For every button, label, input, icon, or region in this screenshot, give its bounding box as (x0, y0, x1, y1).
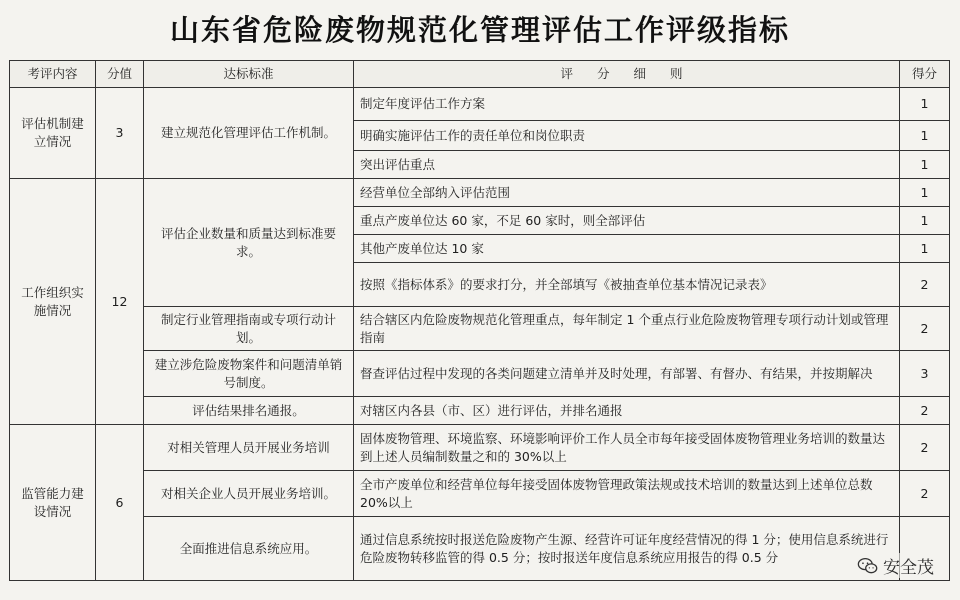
header-detail: 评 分 细 则 (354, 61, 900, 88)
score-cell: 1 (900, 151, 950, 179)
score-cell: 3 (900, 351, 950, 397)
evaluation-table (9, 60, 950, 581)
score-cell: 2 (900, 425, 950, 471)
table-header-row (10, 61, 950, 88)
table-row (10, 351, 950, 397)
detail-cell: 按照《指标体系》的要求打分，并全部填写《被抽查单位基本情况记录表》 (354, 263, 900, 307)
score-cell: 1 (900, 88, 950, 121)
detail-cell: 明确实施评估工作的责任单位和岗位职责 (354, 121, 900, 151)
standard-cell: 对相关企业人员开展业务培训。 (144, 471, 354, 517)
detail-cell: 全市产废单位和经营单位每年接受固体废物管理政策法规或技术培训的数量达到上述单位总数 20%以上 (354, 471, 900, 517)
score-cell: 1 (900, 235, 950, 263)
table-row (10, 397, 950, 425)
detail-cell: 通过信息系统按时报送危险废物产生源、经营许可证年度经营情况的得 1 分；使用信息系统进行危险废物转移监管的得 0.5 分；按时报送年度信息系统应用报告的得 0.5 分 (354, 517, 900, 581)
score-cell: 2 (900, 307, 950, 351)
detail-cell: 制定年度评估工作方案 (354, 88, 900, 121)
score-cell: 1 (900, 121, 950, 151)
standard-cell: 建立规范化管理评估工作机制。 (144, 88, 354, 179)
detail-cell: 督查评估过程中发现的各类问题建立清单并及时处理，有部署、有督办、有结果，并按期解决 (354, 351, 900, 397)
standard-cell: 制定行业管理指南或专项行动计划。 (144, 307, 354, 351)
table-row (10, 179, 950, 207)
value-cell: 3 (96, 88, 144, 179)
header-score: 得分 (900, 61, 950, 88)
standard-cell: 全面推进信息系统应用。 (144, 517, 354, 581)
detail-cell: 重点产废单位达 60 家，不足 60 家时，则全部评估 (354, 207, 900, 235)
watermark (855, 553, 936, 578)
value-cell: 12 (96, 179, 144, 425)
detail-cell: 突出评估重点 (354, 151, 900, 179)
standard-cell: 评估结果排名通报。 (144, 397, 354, 425)
detail-cell: 固体废物管理、环境监察、环境影响评价工作人员全市每年接受固体废物管理业务培训的数量达到上述人员编制数量之和的 30%以上 (354, 425, 900, 471)
table-row (10, 471, 950, 517)
detail-cell: 经营单位全部纳入评估范围 (354, 179, 900, 207)
table-row (10, 307, 950, 351)
table-row (10, 517, 950, 581)
table-row (10, 88, 950, 121)
header-standard: 达标标准 (144, 61, 354, 88)
content-cell: 评估机制建立情况 (10, 88, 96, 179)
score-cell: 1 (900, 179, 950, 207)
detail-cell: 结合辖区内危险废物规范化管理重点，每年制定 1 个重点行业危险废物管理专项行动计划或管理指南 (354, 307, 900, 351)
value-cell: 6 (96, 425, 144, 581)
watermark-text: 安全茂 (883, 558, 934, 578)
header-value: 分值 (96, 61, 144, 88)
score-cell: 2 (900, 471, 950, 517)
score-cell: 2 (900, 397, 950, 425)
score-cell: 2 (900, 263, 950, 307)
page-title: 山东省危险废物规范化管理评估工作评级指标 (169, 13, 790, 47)
standard-cell: 对相关管理人员开展业务培训 (144, 425, 354, 471)
standard-cell: 建立涉危险废物案件和问题清单销号制度。 (144, 351, 354, 397)
header-content: 考评内容 (10, 61, 96, 88)
detail-cell: 对辖区内各县（市、区）进行评估，并排名通报 (354, 397, 900, 425)
content-cell: 工作组织实施情况 (10, 179, 96, 425)
detail-cell: 其他产废单位达 10 家 (354, 235, 900, 263)
table-row (10, 425, 950, 471)
content-cell: 监管能力建设情况 (10, 425, 96, 581)
standard-cell: 评估企业数量和质量达到标准要求。 (144, 179, 354, 307)
wechat-icon (857, 555, 879, 577)
score-cell: 1 (900, 207, 950, 235)
